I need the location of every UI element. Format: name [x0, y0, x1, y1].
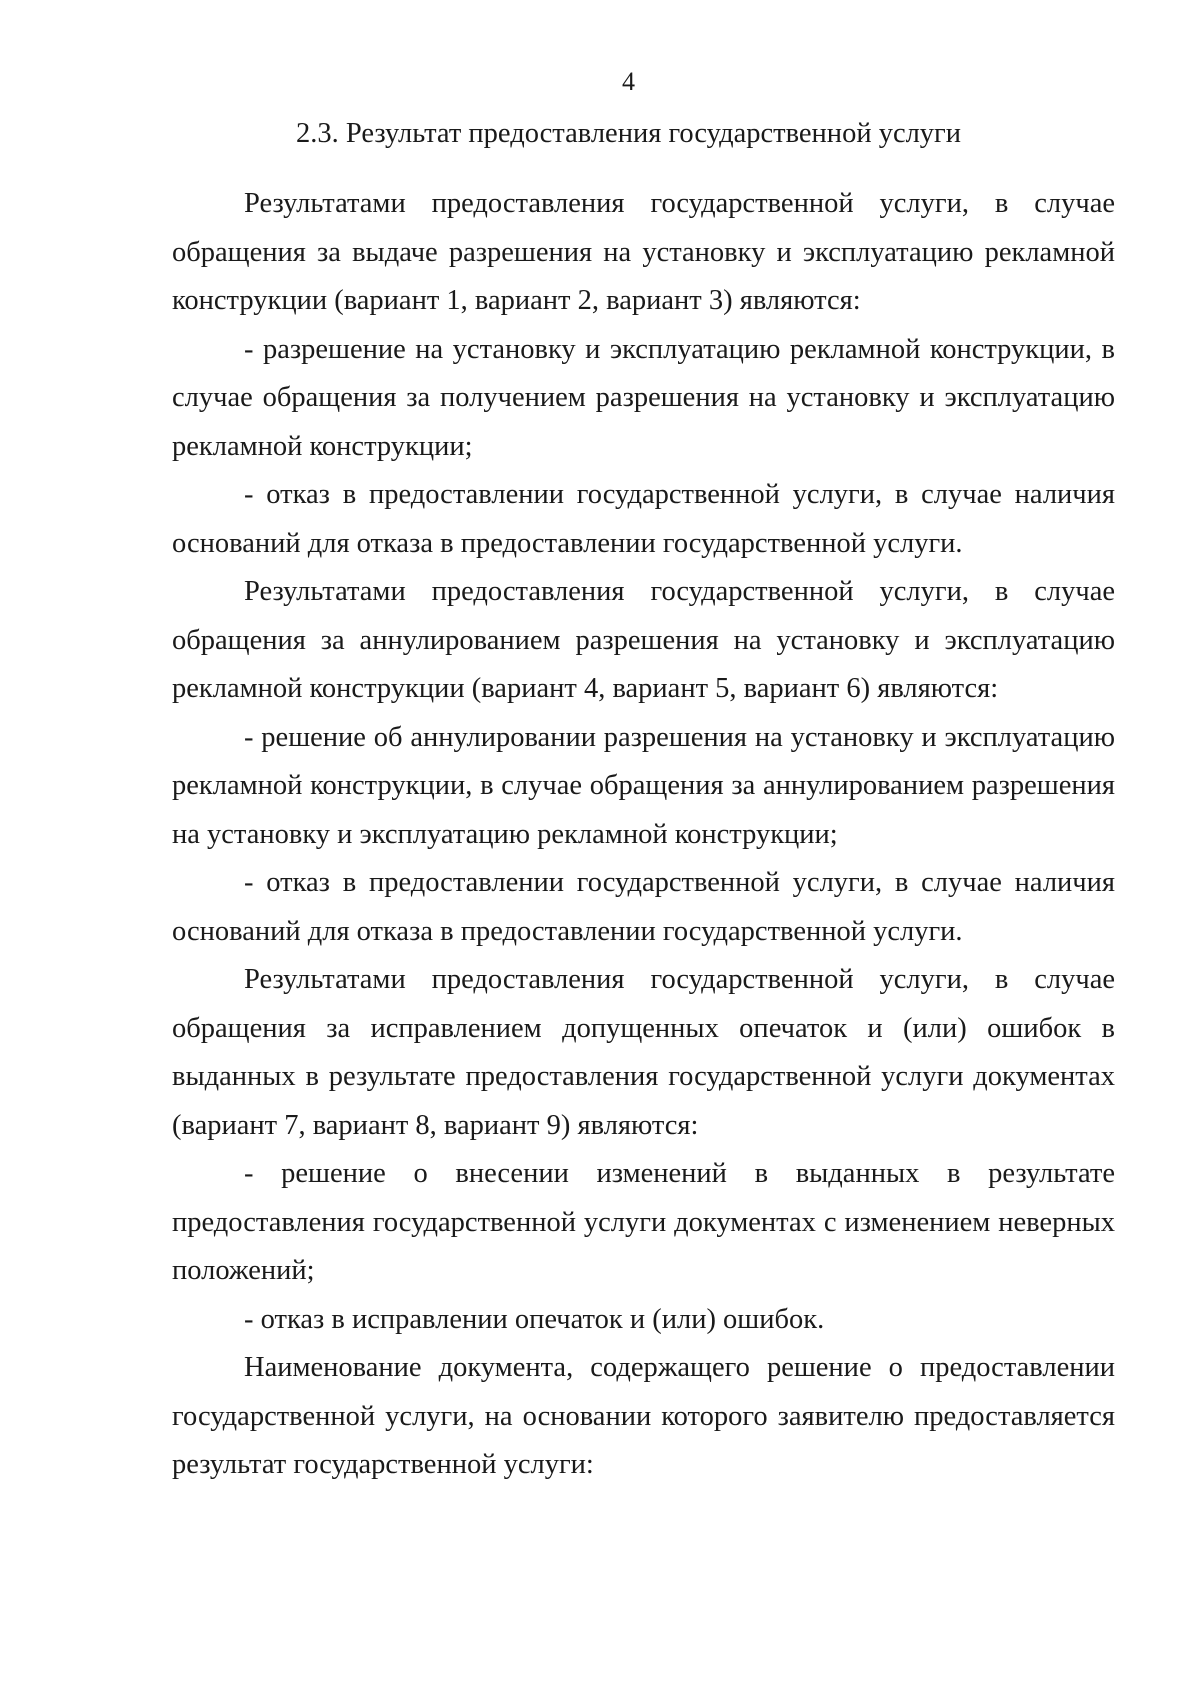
list-item-refusal: - отказ в предоставлении государственной услуги, в случае наличия оснований для отказа в предоставлении государственной услуги. [172, 867, 1115, 947]
document-body [172, 180, 1115, 1490]
paragraph-results-annulment: Результатами предоставления государственной услуги, в случае обращения за аннулированием разрешения на установку и эксплуатацию рекламной конструкции (вариант 4, вариант 5, вариант 6) являются: [172, 576, 1115, 704]
paragraph-results-corrections: Результатами предоставления государственной услуги, в случае обращения за исправлением допущенных опечаток и (или) ошибок в выданных в результате предоставления государственной услуги документах (вариант 7, вариант 8, вариант 9) являются: [172, 964, 1115, 1141]
page-number: 4 [622, 67, 635, 96]
list-item-refusal: - отказ в предоставлении государственной услуги, в случае наличия оснований для отказа в предоставлении государственной услуги. [172, 479, 1115, 559]
paragraph-document-name: Наименование документа, содержащего решение о предоставлении государственной услуги, на основании которого заявителю предоставляется результат государственной услуги: [172, 1352, 1115, 1480]
list-item-permit: - разрешение на установку и эксплуатацию рекламной конструкции, в случае обращения за получением разрешения на установку и эксплуатацию рекламной конструкции; [172, 333, 1115, 462]
paragraph-results-permit: Результатами предоставления государственной услуги, в случае обращения за выдаче разрешения на установку и эксплуатацию рекламной конструкции (вариант 1, вариант 2, вариант 3) являются: [172, 188, 1115, 316]
section-heading: 2.3. Результат предоставления государственной услуги [295, 118, 962, 149]
list-item-annulment-decision: - решение об аннулировании разрешения на установку и эксплуатацию рекламной конструкции, в случае обращения за аннулированием разрешения на установку и эксплуатацию рекламной конструкции; [172, 721, 1115, 850]
list-item-changes-decision: - решение о внесении изменений в выданных в результате предоставления государственной услуги документах с изменением неверных положений; [172, 1158, 1115, 1286]
list-item-correction-refusal: - отказ в исправлении опечаток и (или) ошибок. [244, 1303, 825, 1335]
